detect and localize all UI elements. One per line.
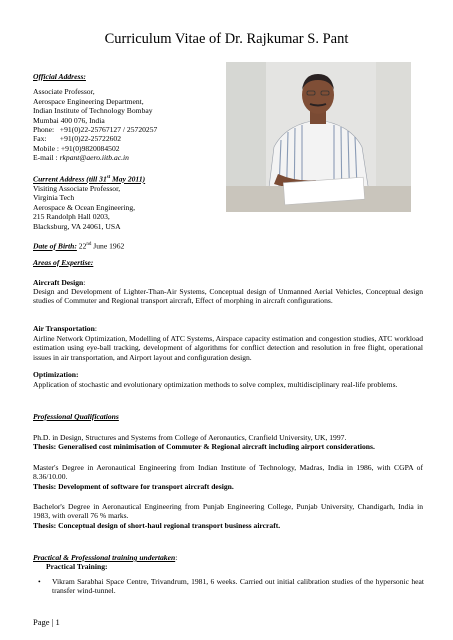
official-address-block (33, 72, 157, 163)
address-line: Mumbai 400 076, India (33, 115, 105, 125)
official-address-heading: Official Address: (33, 72, 86, 81)
qualifications-heading-text: Professional Qualifications (33, 412, 119, 421)
training-item-text: Vikram Sarabhai Space Centre, Trivandrum, 1981, 6 weeks. Carried out initial calibration studies of the hypersonic heat transfer wind-tunnel. (52, 577, 424, 596)
aircraft-design-text: Design and Development of Lighter-Than-Air Systems, Conceptual design of Unmanned Aerial Vehicles, Conceptual design studies of Commuter and Regional transport aircraft, Effect of morphing in aircraft configurations. (33, 287, 423, 306)
address-line: Blacksburg, VA 24061, USA (33, 221, 121, 231)
qualifications-heading (33, 412, 119, 421)
page-number: Page | 1 (33, 617, 60, 627)
dob-rest: June 1962 (91, 241, 125, 251)
date-of-birth (33, 240, 124, 251)
training-heading (33, 553, 177, 562)
aircraft-design-label-row: Aircraft Design: (33, 278, 86, 287)
page-title: Curriculum Vitae of Dr. Rajkumar S. Pant (104, 31, 349, 47)
email-link[interactable]: rkpant@aero.iitb.ac.in (59, 153, 129, 163)
air-transport-label: Air Transportation (33, 324, 95, 333)
address-line: Virginia Tech (33, 193, 75, 203)
bachelors-text: Bachelor's Degree in Aeronautical Engineering from Punjab Engineering College, Punjab University, Chandigarh, India in 1983, with overall 76 % marks. (33, 502, 423, 521)
portrait-photo (226, 62, 411, 212)
address-line: Visiting Associate Professor, (33, 183, 121, 193)
optimization-text: Application of stochastic and evolutionary optimization methods to solve complex, multidisciplinary real-life problems. (33, 380, 398, 389)
current-address-heading-text: Current Address (till 31 (33, 174, 107, 184)
air-transport-label-row: Air Transportation: (33, 324, 97, 333)
phd-text: Ph.D. in Design, Structures and Systems from College of Aeronautics, Cranfield University, UK, 1997. (33, 433, 347, 442)
dob-day: 22 (76, 241, 87, 251)
masters-thesis: Thesis: Development of software for transport aircraft design. (33, 482, 234, 491)
address-line: Indian Institute of Technology Bombay (33, 106, 153, 116)
dob-label: Date of Birth: (33, 241, 77, 251)
fax-line: Fax: +91(0)22-25722602 (33, 134, 122, 144)
optimization-label: Optimization: (33, 370, 79, 379)
portrait-image (226, 62, 411, 212)
training-heading-colon: : (175, 553, 178, 562)
address-line: Aerospace Engineering Department, (33, 96, 144, 106)
phone-line: Phone: +91(0)22-25767127 / 25720257 (33, 125, 158, 135)
aircraft-design-label: Aircraft Design (33, 278, 84, 287)
current-address-heading-tail: May 2011) (110, 174, 146, 184)
bachelors-thesis: Thesis: Conceptual design of short-haul regional transport business aircraft. (33, 521, 281, 530)
current-address-heading-sup: st (106, 175, 111, 180)
address-line: Associate Professor, (33, 87, 95, 97)
expertise-heading (33, 258, 93, 267)
mobile-line: Mobile : +91(0)9820084502 (33, 143, 120, 153)
dob-sup: nd (86, 242, 92, 247)
masters-text: Master's Degree in Aeronautical Engineering from Indian Institute of Technology, Madras, India in 1986, with CGPA of 8.36/10.00. (33, 463, 423, 482)
expertise-heading-text: Areas of Expertise: (33, 258, 94, 267)
training-heading-text: Practical & Professional training undertaken (33, 553, 176, 562)
air-transport-text: Airline Network Optimization, Modelling of ATC Systems, Airspace capacity estimation and congestion studies, ATC workload estimation using eye-ball tracking, development of algorithms for conflict detection and resolution in free flight, operational issues in air transportation, and Airport layout and configuration design. (33, 334, 423, 362)
address-line: 215 Randolph Hall 0203, (33, 212, 110, 222)
bullet-icon: • (38, 577, 41, 586)
email-line (33, 153, 157, 162)
email-label: E-mail : (33, 153, 60, 163)
address-line: Aerospace & Ocean Engineering, (33, 202, 136, 212)
current-address-heading (33, 173, 145, 184)
phd-thesis: Thesis: Generalised cost minimisation of Commuter & Regional aircraft including airport considerations. (33, 442, 375, 451)
practical-training-label: Practical Training: (46, 562, 108, 571)
current-address-block (33, 173, 145, 231)
